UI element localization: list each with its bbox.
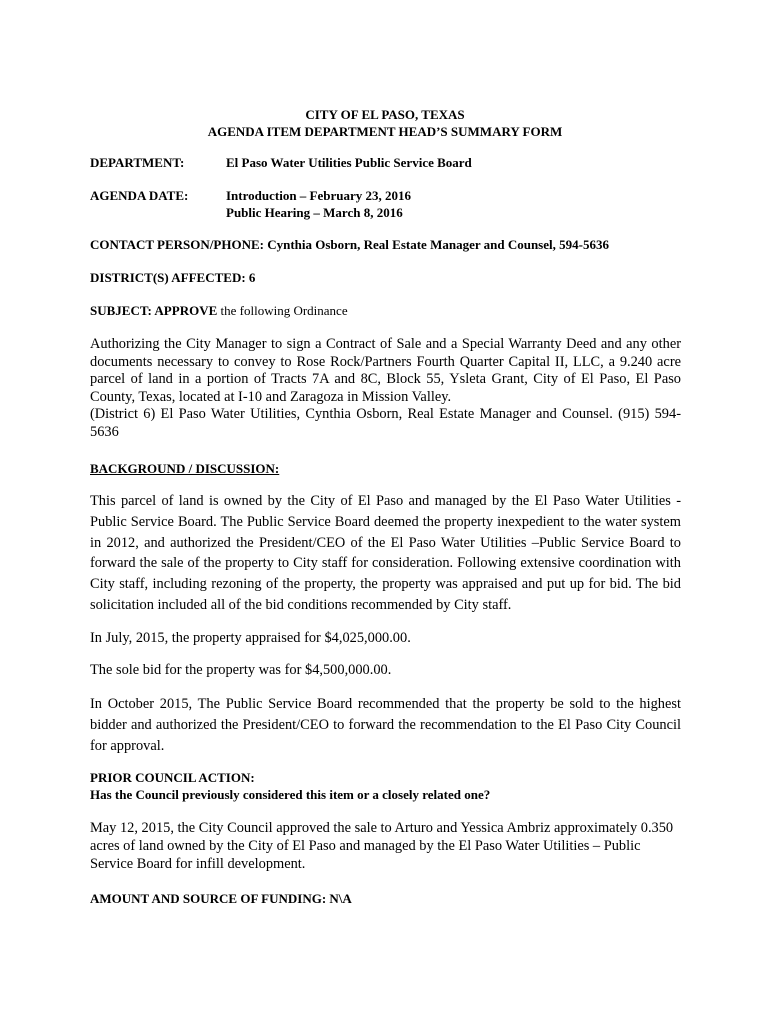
background-paragraph-3: The sole bid for the property was for $4,500,000.00. bbox=[90, 662, 392, 678]
header-title: CITY OF EL PASO, TEXAS bbox=[305, 107, 465, 122]
subject-body-paragraph: Authorizing the City Manager to sign a Contract of Sale and a Special Warranty Deed and any other documents necessary to convey to Rose Rock/Partners Fourth Quarter Capital II, LLC, a 9.240 acre parcel of land in a portion of Tracts 7A and 8C, Block 55, Ysleta Grant, City of El Paso, El Paso County, Texas, located at I-10 and Zaragoza in Mission Valley. bbox=[90, 336, 681, 405]
department-value: El Paso Water Utilities Public Service Board bbox=[226, 155, 472, 170]
header-subtitle: AGENDA ITEM DEPARTMENT HEAD’S SUMMARY FORM bbox=[207, 124, 563, 139]
subject-rest: the following Ordinance bbox=[217, 303, 348, 318]
background-paragraph-4: In October 2015, The Public Service Board recommended that the property be sold to the highest bidder and authorized the President/CEO to forward the recommendation to the El Paso City Council for approval. bbox=[90, 696, 681, 754]
agenda-date-label: AGENDA DATE: bbox=[90, 188, 189, 203]
prior-action-heading: PRIOR COUNCIL ACTION: bbox=[90, 770, 255, 785]
prior-action-body: May 12, 2015, the City Council approved the sale to Arturo and Yessica Ambriz approximately 0.350 acres of land owned by the City of El Paso and managed by the El Paso Water Utilities – Public Service Board for infill development. bbox=[90, 820, 674, 872]
subject-emphasis: APPROVE bbox=[154, 303, 218, 318]
funding-line: AMOUNT AND SOURCE OF FUNDING: N\A bbox=[90, 891, 352, 906]
subject-body-district: (District 6) El Paso Water Utilities, Cynthia Osborn, Real Estate Manager and Counsel. (915) 594-5636 bbox=[90, 406, 681, 440]
agenda-date-public-hearing: Public Hearing – March 8, 2016 bbox=[226, 205, 403, 220]
districts-affected: DISTRICT(S) AFFECTED: 6 bbox=[90, 270, 256, 285]
background-paragraph-2: In July, 2015, the property appraised for $4,025,000.00. bbox=[90, 630, 411, 646]
subject-body bbox=[90, 336, 681, 442]
background-paragraph-1: This parcel of land is owned by the City of El Paso and managed by the El Paso Water Utilities - Public Service Board. The Public Service Board deemed the property inexpedient to the water system in 2012, and authorized the President/CEO of the El Paso Water Utilities –Public Service Board to forward the sale of the property to City staff for consideration. Following extensive coordination with City staff, including rezoning of the property, the property was appraised and put up for bid. The bid solicitation included all of the bid conditions recommended by City staff. bbox=[90, 493, 681, 613]
subject-line bbox=[90, 303, 348, 319]
background-heading: BACKGROUND / DISCUSSION: bbox=[90, 461, 280, 476]
prior-action-question: Has the Council previously considered this item or a closely related one? bbox=[90, 787, 491, 802]
agenda-date-introduction: Introduction – February 23, 2016 bbox=[226, 188, 412, 203]
department-label: DEPARTMENT: bbox=[90, 155, 185, 170]
contact-person: CONTACT PERSON/PHONE: Cynthia Osborn, Real Estate Manager and Counsel, 594-5636 bbox=[90, 237, 609, 252]
subject-prefix: SUBJECT: bbox=[90, 303, 155, 318]
